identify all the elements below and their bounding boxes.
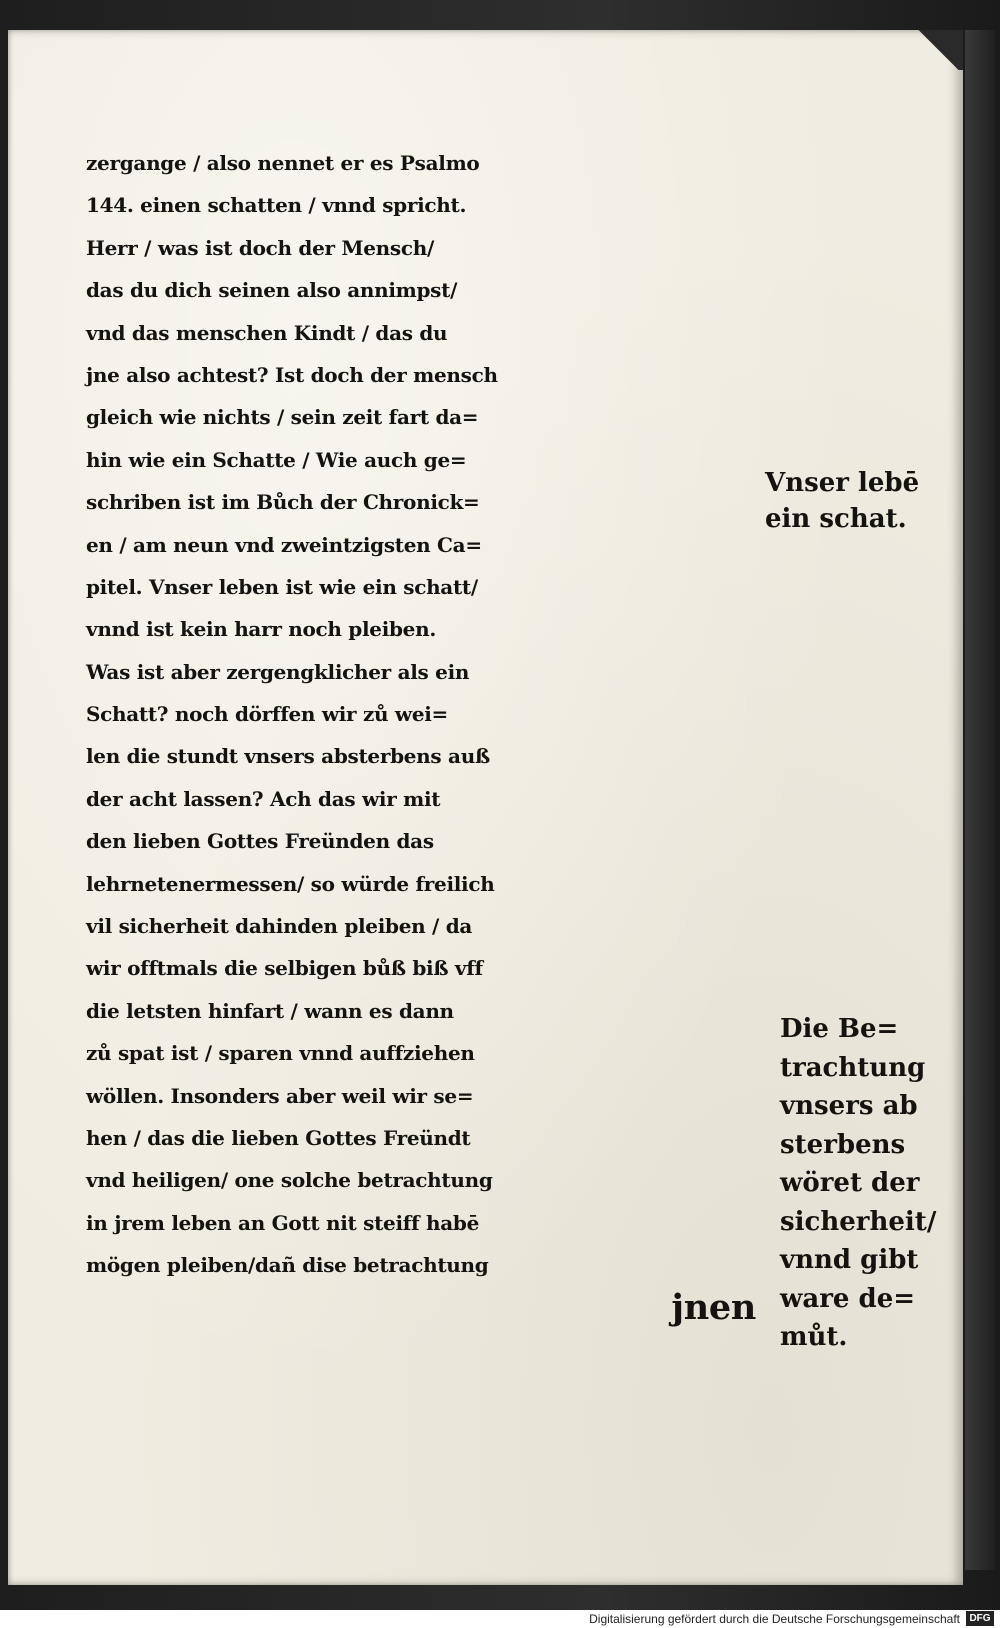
text-line: den lieben Gottes Freünden das — [86, 829, 434, 854]
text-line: gleich wie nichts / sein zeit fart da= — [86, 405, 479, 430]
text-line: die letsten hinfart / wann es dann — [86, 998, 454, 1023]
text-line: in jrem leben an Gott nit steiff habē — [86, 1210, 480, 1235]
page-edge — [965, 30, 995, 1570]
text-line: Herr / was ist doch der Mensch/ — [86, 235, 434, 260]
margin-note-contemplation — [780, 1010, 936, 1357]
text-line: vnd heiligen/ one solche betrachtung — [86, 1168, 493, 1193]
dfg-logo: DFG — [966, 1611, 994, 1626]
text-line: zergange / also nennet er es Psalmo — [86, 151, 480, 175]
text-line: wir offtmals die selbigen bůß biß vff — [86, 956, 483, 981]
text-line: mögen pleiben/dañ dise betrachtung — [86, 1253, 489, 1278]
text-line: pitel. Vnser leben ist wie ein schatt/ — [86, 574, 478, 599]
text-line: hin wie ein Schatte / Wie auch ge= — [86, 447, 467, 472]
text-line: der acht lassen? Ach das wir mit — [86, 786, 441, 811]
page-corner — [915, 30, 963, 70]
text-line: jne also achtest? Ist doch der mensch — [86, 362, 498, 387]
margin-note-line: sicherheit/ — [780, 1206, 937, 1237]
margin-note-line: vnsers ab — [780, 1091, 918, 1121]
text-line: vnnd ist kein harr noch pleiben. — [86, 617, 437, 642]
margin-note-line: sterbens — [780, 1129, 906, 1160]
text-line: en / am neun vnd zweintzigsten Ca= — [86, 532, 482, 557]
text-line: 144. einen schatten / vnnd spricht. — [86, 193, 467, 218]
footer-credit: Digitalisierung gefördert durch die Deutsche Forschungsgemeinschaft — [589, 1612, 960, 1626]
margin-note-line: Die Be= — [780, 1014, 899, 1044]
margin-note-line: ware de= — [780, 1283, 916, 1314]
margin-note-shadow — [765, 465, 919, 537]
margin-note-line: wöret der — [780, 1168, 920, 1198]
main-text-block — [86, 142, 766, 1329]
text-line: hen / das die lieben Gottes Freündt — [86, 1125, 471, 1150]
margin-note-line: ein schat. — [765, 504, 907, 534]
text-line: schriben ist im Bůch der Chronick= — [86, 490, 480, 515]
text-line: Was ist aber zergengklicher als ein — [86, 659, 470, 684]
text-line: vnd das menschen Kindt / das du — [86, 320, 448, 345]
margin-note-line: trachtung — [780, 1052, 926, 1083]
text-line: vil sicherheit dahinden pleiben / da — [86, 914, 473, 939]
margin-note-line: vnnd gibt — [780, 1245, 919, 1275]
text-line: len die stundt vnsers absterbens auß — [86, 744, 490, 769]
margin-note-line: můt. — [780, 1322, 848, 1352]
text-line: lehrnetenermessen/ so würde freilich — [86, 871, 495, 896]
margin-note-line: Vnser lebē — [765, 468, 920, 498]
text-line: Schatt? noch dörffen wir zů wei= — [86, 702, 449, 727]
text-line: wöllen. Insonders aber weil wir se= — [86, 1083, 474, 1108]
text-line: das du dich seinen also annimpst/ — [86, 278, 458, 303]
text-line: jnen — [671, 1286, 756, 1328]
text-line: zů spat ist / sparen vnnd auffziehen — [86, 1041, 475, 1066]
